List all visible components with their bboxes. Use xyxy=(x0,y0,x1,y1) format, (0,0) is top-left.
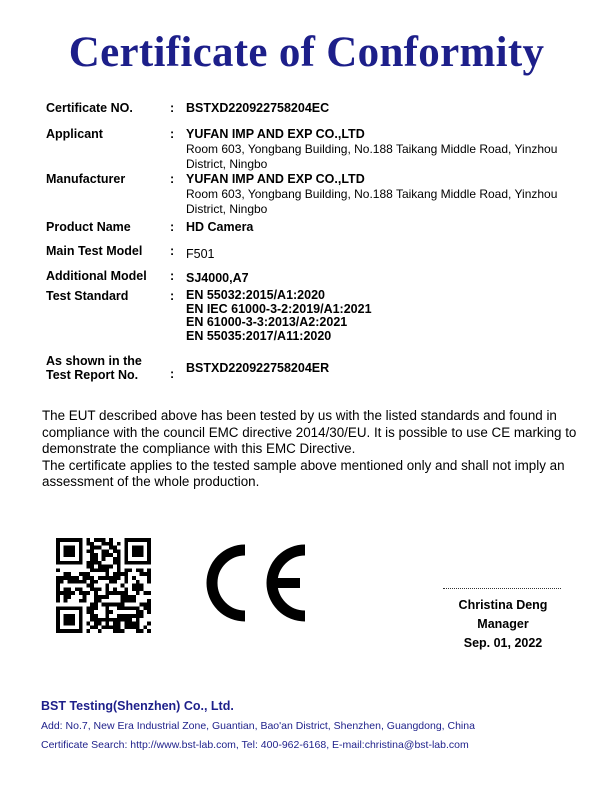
ce-mark-icon xyxy=(195,541,313,625)
signer-name: Christina Deng xyxy=(458,598,548,612)
footer-contact: Certificate Search: http://www.bst-lab.com, Tel: 400-962-6168, E-mail:christina@bst-lab.com xyxy=(41,739,469,751)
compliance-statement xyxy=(42,408,590,491)
test-report-label-line2: Test Report No. xyxy=(46,368,139,382)
certificate-no-label: Certificate NO. xyxy=(46,101,133,115)
test-standard-item: EN 55032:2015/A1:2020 xyxy=(186,288,325,302)
main-test-model-value: F501 xyxy=(186,247,215,261)
manufacturer-address: Room 603, Yongbang Building, No.188 Taikang Middle Road, Yinzhou District, Ningbo xyxy=(186,187,558,216)
applicant-address: Room 603, Yongbang Building, No.188 Taikang Middle Road, Yinzhou District, Ningbo xyxy=(186,142,558,171)
test-report-label-line1: As shown in the xyxy=(46,354,142,368)
test-standard-item: EN 61000-3-3:2013/A2:2021 xyxy=(186,315,348,329)
applicant-value xyxy=(186,127,586,172)
colon: : xyxy=(170,289,175,303)
product-name-label: Product Name xyxy=(46,220,131,234)
manufacturer-value xyxy=(186,172,586,217)
manufacturer-name: YUFAN IMP AND EXP CO.,LTD xyxy=(186,172,365,186)
signature-line xyxy=(443,588,561,589)
colon: : xyxy=(170,172,175,186)
colon: : xyxy=(170,220,175,234)
signature-date: Sep. 01, 2022 xyxy=(463,636,543,650)
colon: : xyxy=(170,367,175,381)
product-name-value: HD Camera xyxy=(186,220,254,234)
applicant-label: Applicant xyxy=(46,127,103,141)
signature-block xyxy=(430,596,576,653)
colon: : xyxy=(170,244,175,258)
footer-company: BST Testing(Shenzhen) Co., Ltd. xyxy=(41,699,234,713)
main-test-model-label: Main Test Model xyxy=(46,244,143,258)
signer-title: Manager xyxy=(477,617,529,631)
test-standard-label: Test Standard xyxy=(46,289,129,303)
colon: : xyxy=(170,101,175,115)
applicant-name: YUFAN IMP AND EXP CO.,LTD xyxy=(186,127,365,141)
statement-paragraph-1: The EUT described above has been tested by us with the listed standards and found in compliance with the council EMC directive 2014/30/EU. It is possible to use CE marking to demonstrate the compliance with this EMC Directive. xyxy=(42,408,577,456)
certificate-no-value: BSTXD220922758204EC xyxy=(186,101,330,115)
manufacturer-label: Manufacturer xyxy=(46,172,126,186)
test-report-value: BSTXD220922758204ER xyxy=(186,361,330,375)
qr-code-icon xyxy=(56,538,151,633)
certificate-title: Certificate of Conformity xyxy=(68,29,545,76)
colon: : xyxy=(170,127,175,141)
statement-paragraph-2: The certificate applies to the tested sample above mentioned only and shall not imply an assessment of the whole production. xyxy=(42,457,565,489)
additional-model-value: SJ4000,A7 xyxy=(186,271,249,285)
colon: : xyxy=(170,269,175,283)
test-report-label xyxy=(46,354,142,382)
footer-address: Add: No.7, New Era Industrial Zone, Guantian, Bao'an District, Shenzhen, Guangdong, China xyxy=(41,720,475,732)
additional-model-label: Additional Model xyxy=(46,269,147,283)
test-standard-item: EN 55035:2017/A11:2020 xyxy=(186,328,332,343)
test-standard-item: EN IEC 61000-3-2:2019/A1:2021 xyxy=(186,301,372,316)
test-standard-list xyxy=(186,289,586,343)
